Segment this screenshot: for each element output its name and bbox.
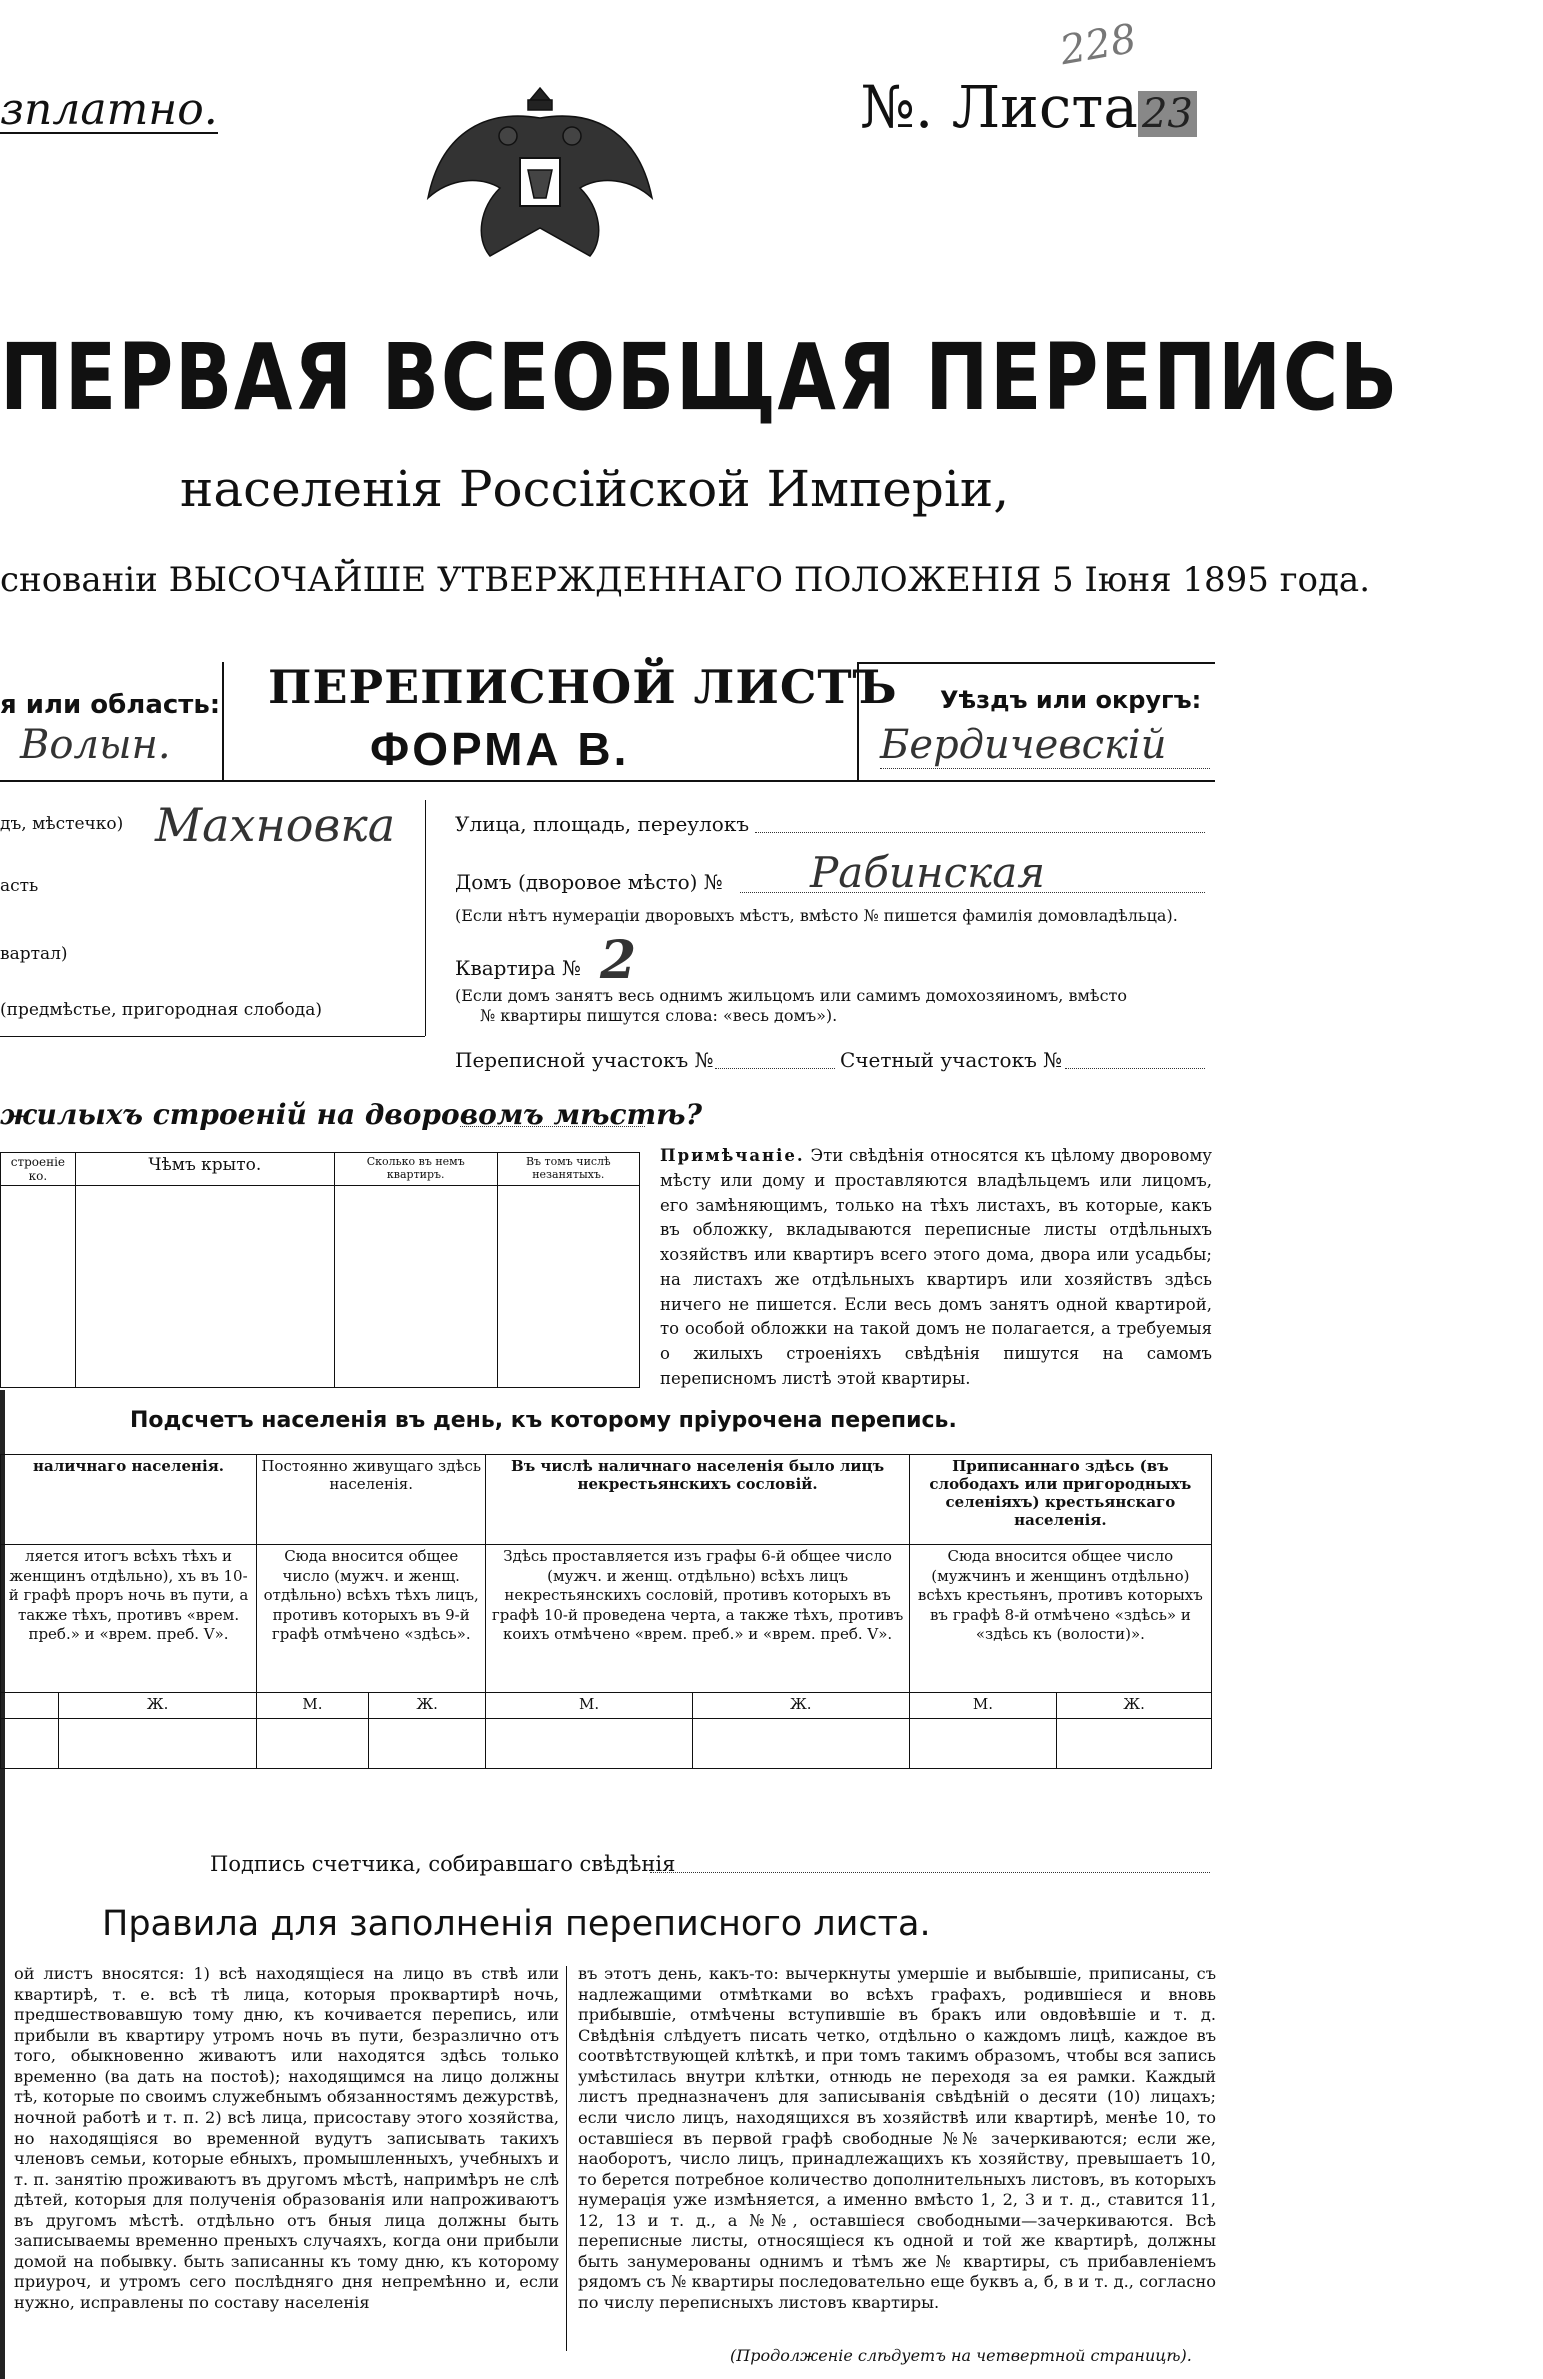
count-table (0, 1454, 1212, 1769)
sheet-number-label: №. Листа (860, 73, 1138, 141)
district-hand: Бердичевскій (880, 722, 1167, 768)
double-headed-eagle-emblem (420, 78, 660, 268)
rules-continued: (Продолженіе слѣдуетъ на четвертной страницѣ). (730, 2346, 1192, 2365)
count-col-2-body: Сюда вносится общее число (мужч. и женщ. отдѣльно) всѣхъ тѣхъ лицъ, противъ которыхъ въ 9-й графѣ отмѣчено «здѣсь». (257, 1545, 486, 1693)
sheet-number-hand: 23 (1138, 91, 1197, 137)
place-hand: Махновка (155, 798, 396, 852)
district-label: Уѣздъ или округъ: (940, 686, 1202, 714)
address-row-part: асть (0, 876, 39, 896)
census-sheet-title: ПЕРЕПИСНОЙ ЛИСТЪ (268, 660, 898, 714)
price-fragment: зплатно. (0, 84, 218, 135)
rules-heading: Правила для заполненія переписного листа. (102, 1904, 931, 1944)
note-label: Примѣчаніе. (660, 1146, 805, 1165)
basis-line: снованіи ВЫСОЧАЙШЕ УТВЕРЖДЕННАГО ПОЛОЖЕНІЯ 5 Іюня 1895 года. (0, 560, 1371, 600)
province-hand: Волын. (20, 722, 171, 768)
count-col-2-head: Постоянно живущаго здѣсь населенія. (257, 1455, 486, 1545)
buildings-table (0, 1152, 640, 1388)
count-col-3-head: Въ числѣ наличнаго населенія было лицъ некрестьянскихъ сословій. (486, 1455, 909, 1545)
count-col-1-f: Ж. (59, 1693, 257, 1719)
apartment-label: Квартира № (455, 956, 581, 980)
house-hand: Рабинская (810, 848, 1046, 897)
count-col-4-m: М. (909, 1693, 1056, 1719)
subtitle: населенія Россійской Имперіи, (180, 460, 1010, 518)
count-col-4-body: Сюда вносится общее число (мужчинъ и женщинъ отдѣльно) всѣхъ крестьянъ, противъ которыхъ въ графѣ 8-й отмѣчено «здѣсь» и «здѣсь къ (волости)». (909, 1545, 1211, 1693)
address-row-town: дъ, мѣстечко) (0, 814, 124, 834)
address-row-suburb: (предмѣстье, пригородная слобода) (0, 1000, 323, 1020)
apartment-note-1: (Если домъ занятъ весь однимъ жильцомъ или самимъ домохозяиномъ, вмѣсто (455, 986, 1128, 1005)
apartment-note-2: № квартиры пишутся слова: «весь домъ»). (480, 1006, 838, 1025)
count-col-1-body: ляется итогъ всѣхъ тѣхъ и женщинъ отдѣльно), хъ въ 10-й графѣ проръ ночь въ пути, а также тѣхъ, противъ «врем. преб.» и «врем. преб. V». (1, 1545, 257, 1693)
census-district-label: Переписной участокъ № (455, 1048, 714, 1072)
province-label: я или область: (0, 690, 221, 720)
col-apartments: Сколько въ немъ квартиръ. (334, 1153, 497, 1186)
rules-right-column: въ этотъ день, какъ-то: вычеркнуты умершіе и выбывшіе, приписаны, съ надлежащими отмѣтками во всѣхъ графахъ, родившіеся и вновь прибывшіе, отмѣчены вступившіе въ бракъ или овдовѣвшіе и т. д. Свѣдѣнія слѣдуетъ писать четко, отдѣльно о каждомъ лицѣ, каждое въ соотвѣтствующей клѣткѣ, и при томъ такимъ образомъ, чтобы вся запись умѣстилась внутри клѣтки, отнюдь не переходя за ея рамки. Каждый листъ предназначенъ для записыванія свѣдѣній о десяти (10) лицахъ; если число лицъ, находящихся въ хозяйствѣ или квартирѣ, менѣе 10, то оставшіеся въ первой графѣ свободные №№ зачеркиваются; если же, наоборотъ, число лицъ, принадлежащихъ къ хозяйству, превышаетъ 10, то берется потребное количество дополнительныхъ листовъ, въ которыхъ нумерація уже измѣняется, а именно вмѣсто 1, 2, 3 и т. д., ставится 11, 12, 13 и т. д., а №№, оставшіеся свободными—зачеркиваются. Всѣ переписные листы, относящіеся къ одной и той же квартирѣ, должны быть занумерованы однимъ и тѣмъ же № квартиры, съ прибавленіемъ рядомъ съ № квартиры последовательно еще буквъ а, б, в и т. д., согласно по числу переписныхъ листовъ квартиры. (578, 1964, 1216, 2312)
address-row-quarter: вартал) (0, 944, 68, 964)
count-col-3-f: Ж. (692, 1693, 909, 1719)
apartment-hand: 2 (600, 930, 637, 991)
count-col-3-m: М. (486, 1693, 692, 1719)
count-col-1-head: наличнаго населенія. (1, 1455, 257, 1545)
count-col-1-m (1, 1693, 59, 1719)
note-text: Эти свѣдѣнія относятся къ цѣлому дворовому мѣсту или дому и проставляются владѣльцемъ или лицомъ, его замѣняющимъ, только на тѣхъ листахъ, въ которые, какъ въ обложку, вкладываются переписные листы отдѣльныхъ хозяйствъ или квартиръ всего этого дома, двора или усадьбы; на листахъ же отдѣльныхъ квартиръ или хозяйствъ здѣсь ничего не пишется. Если весь домъ занятъ одной квартирой, то особой обложки на такой домъ не полагается, а требуемыя о жилыхъ строеніяхъ свѣдѣнія пишутся на самомъ переписномъ листѣ этой квартиры. (660, 1146, 1212, 1388)
main-title: ПЕРВАЯ ВСЕОБЩАЯ ПЕРЕПИСЬ (0, 324, 1399, 431)
count-col-3-body: Здѣсь проставляется изъ графы 6-й общее число (мужч. и женщ. отдѣльно) всѣхъ лицъ некрестьянскихъ сословій, противъ которыхъ въ графѣ 10-й проведена черта, а также тѣхъ, противъ коихъ отмѣчено «врем. преб.» и «врем. преб. V». (486, 1545, 909, 1693)
col-building: строеніе ко. (1, 1153, 76, 1186)
rules-left-column: ой листъ вносятся: 1) всѣ находящіеся на лицо въ ствѣ или квартирѣ, т. е. всѣ тѣ лица, которыя проквартирѣ ночь, предшествовавшую тому дню, къ кочивается перепись, или прибыли въ квартиру утромъ ночь въ пути, безразлично отъ того, обыкновенно живаютъ или находятся здѣсь только временно (ва дать на постоѣ); находящимся на лицо должны тѣ, которые по своимъ служебнымъ обязанностямъ дежурствѣ, ночной работѣ и т. п. 2) всѣ лица, присоставу этого хозяйства, но находящіяся во временной вудутъ записывать такихъ членовъ семьи, которые ебныхъ, промышленныхъ, учебныхъ и т. п. занятію проживаютъ въ другомъ мѣстѣ, напримѣръ не слѣ дѣтей, которыя для полученія образованія или напроживаютъ въ другомъ мѣстѣ. отдѣльно отъ бныя лица должны быть записываемы временно преныхъ случаяхъ, когда они прибыли домой на побывку. быть записанны къ тому дню, къ которому приуроч, и утромъ сего послѣдняго дня непремѣнно и, если нужно, исправлены по составу населенія (14, 1964, 559, 2312)
count-col-2-m: М. (257, 1693, 369, 1719)
house-note: (Если нѣтъ нумераціи дворовыхъ мѣстъ, вмѣсто № пишется фамилія домовладѣльца). (455, 906, 1178, 925)
count-district-label: Счетный участокъ № (840, 1048, 1063, 1072)
top-handwritten-number: 228 (1056, 15, 1140, 75)
col-roof: Чѣмъ крыто. (75, 1153, 334, 1186)
count-col-4-head: Приписаннаго здѣсь (въ слободахъ или пригородныхъ селеніяхъ) крестьянскаго населенія. (909, 1455, 1211, 1545)
signature-label: Подпись счетчика, собиравшаго свѣдѣнія (210, 1852, 676, 1876)
street-label: Улица, площадь, переулокъ (455, 812, 750, 836)
sheet-number (860, 73, 1197, 141)
col-vacant: Въ томъ числѣ незанятыхъ. (497, 1153, 639, 1186)
buildings-note (660, 1144, 1212, 1392)
form-label: ФОРМА В. (370, 723, 630, 775)
count-col-2-f: Ж. (368, 1693, 486, 1719)
buildings-heading: жилыхъ строеній на дворовомъ мѣстѣ? (0, 1098, 702, 1131)
house-label: Домъ (дворовое мѣсто) № (455, 870, 723, 894)
count-heading: Подсчетъ населенія въ день, къ которому пріурочена перепись. (130, 1408, 957, 1433)
count-col-4-f: Ж. (1057, 1693, 1212, 1719)
